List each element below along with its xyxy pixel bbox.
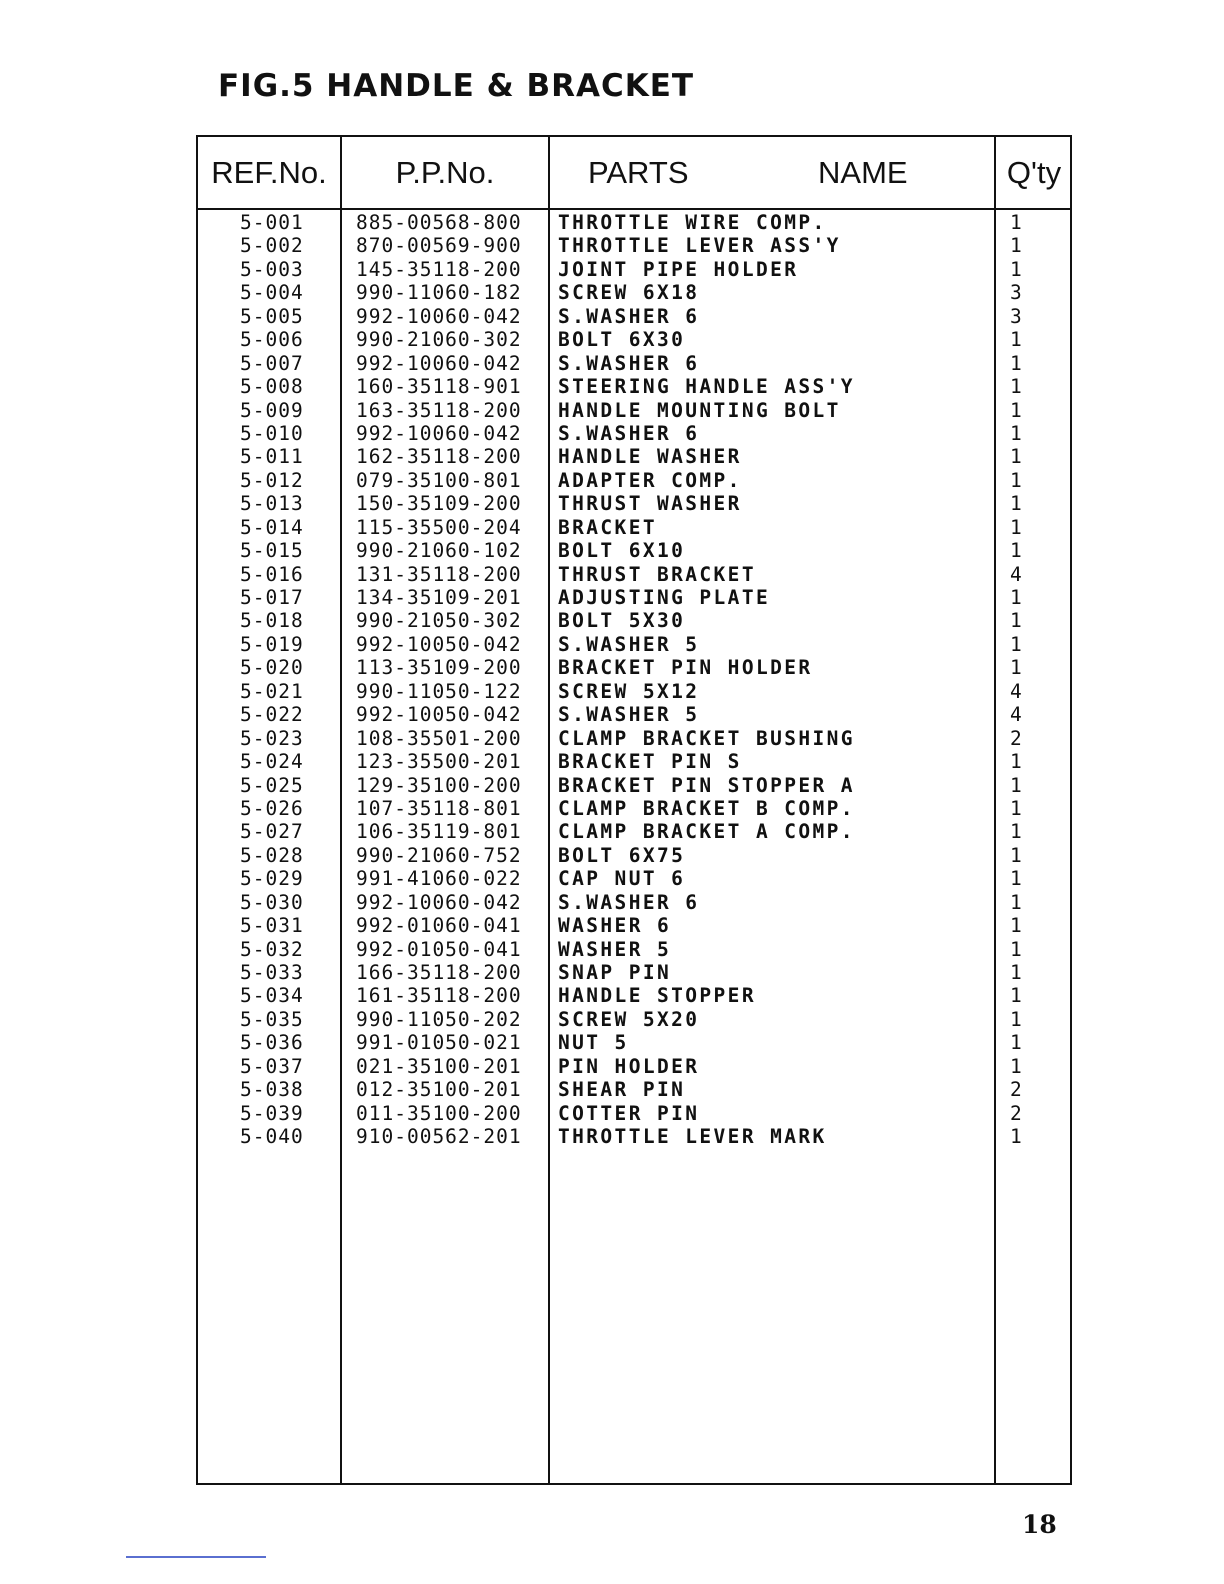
table-row: [198, 445, 1070, 468]
ref-no-cell: 5-024: [240, 750, 304, 774]
table-row: [198, 1078, 1070, 1101]
ref-no-cell: 5-040: [240, 1125, 304, 1149]
ref-no-cell: 5-007: [240, 351, 304, 375]
pp-no-cell: 131-35118-200: [356, 562, 522, 586]
ref-no-cell: 5-029: [240, 867, 304, 891]
ref-no-cell: 5-032: [240, 937, 304, 961]
table-row: [198, 328, 1070, 351]
table-row: [198, 586, 1070, 609]
table-row: [198, 914, 1070, 937]
quantity-cell: 4: [1010, 703, 1022, 727]
ref-no-cell: 5-039: [240, 1101, 304, 1125]
part-name-cell: SCREW 5X12: [558, 679, 700, 703]
part-name-cell: BRACKET PIN STOPPER A: [558, 773, 855, 797]
table-row: [198, 774, 1070, 797]
ref-no-cell: 5-013: [240, 492, 304, 516]
part-name-cell: THROTTLE LEVER MARK: [558, 1125, 827, 1149]
ref-no-cell: 5-021: [240, 679, 304, 703]
part-name-cell: HANDLE STOPPER: [558, 984, 756, 1008]
table-row: [198, 680, 1070, 703]
pp-no-cell: 992-01050-041: [356, 937, 522, 961]
quantity-cell: 1: [1010, 937, 1022, 961]
ref-no-cell: 5-018: [240, 609, 304, 633]
figure-title: FIG.5 HANDLE & BRACKET: [218, 68, 695, 104]
table-row: [198, 844, 1070, 867]
table-row: [198, 1055, 1070, 1078]
part-name-cell: CLAMP BRACKET A COMP.: [558, 820, 855, 844]
quantity-cell: 1: [1010, 445, 1022, 469]
pp-no-cell: 160-35118-901: [356, 375, 522, 399]
table-row: [198, 750, 1070, 773]
quantity-cell: 4: [1010, 679, 1022, 703]
ref-no-cell: 5-027: [240, 820, 304, 844]
quantity-cell: 2: [1010, 1078, 1022, 1102]
ref-no-cell: 5-016: [240, 562, 304, 586]
part-name-cell: THRUST BRACKET: [558, 562, 756, 586]
ref-no-cell: 5-003: [240, 257, 304, 281]
part-name-cell: BRACKET PIN HOLDER: [558, 656, 813, 680]
pp-no-cell: 990-21060-302: [356, 328, 522, 352]
pp-no-cell: 992-10060-042: [356, 304, 522, 328]
ref-no-cell: 5-025: [240, 773, 304, 797]
quantity-cell: 2: [1010, 1101, 1022, 1125]
table-row: [198, 656, 1070, 679]
table-row: [198, 797, 1070, 820]
pp-no-cell: 129-35100-200: [356, 773, 522, 797]
table-row: [198, 820, 1070, 843]
part-name-cell: HANDLE MOUNTING BOLT: [558, 398, 841, 422]
quantity-cell: 1: [1010, 257, 1022, 281]
part-name-cell: NUT 5: [558, 1031, 629, 1055]
pp-no-cell: 990-11050-202: [356, 1007, 522, 1031]
part-name-cell: S.WASHER 6: [558, 421, 700, 445]
pp-no-cell: 992-10050-042: [356, 632, 522, 656]
quantity-cell: 1: [1010, 890, 1022, 914]
header-qty: Q'ty: [1006, 155, 1062, 190]
quantity-cell: 1: [1010, 1054, 1022, 1078]
part-name-cell: S.WASHER 6: [558, 304, 700, 328]
quantity-cell: 1: [1010, 750, 1022, 774]
quantity-cell: 1: [1010, 492, 1022, 516]
pp-no-cell: 992-10060-042: [356, 421, 522, 445]
pp-no-cell: 012-35100-201: [356, 1078, 522, 1102]
pp-no-cell: 011-35100-200: [356, 1101, 522, 1125]
quantity-cell: 3: [1010, 304, 1022, 328]
pp-no-cell: 107-35118-801: [356, 796, 522, 820]
table-row: [198, 305, 1070, 328]
ref-no-cell: 5-017: [240, 586, 304, 609]
quantity-cell: 1: [1010, 328, 1022, 352]
table-row: [198, 891, 1070, 914]
table-row: [198, 984, 1070, 1007]
quantity-cell: 1: [1010, 632, 1022, 656]
part-name-cell: CAP NUT 6: [558, 867, 686, 891]
table-row: [198, 727, 1070, 750]
ref-no-cell: 5-008: [240, 375, 304, 399]
quantity-cell: 1: [1010, 1007, 1022, 1031]
quantity-cell: 1: [1010, 375, 1022, 399]
pp-no-cell: 990-21060-752: [356, 843, 522, 867]
table-body: [198, 211, 1070, 1149]
table-row: [198, 281, 1070, 304]
ref-no-cell: 5-015: [240, 539, 304, 563]
part-name-cell: THROTTLE WIRE COMP.: [558, 211, 827, 234]
pp-no-cell: 870-00569-900: [356, 234, 522, 258]
header-ref-no: REF.No.: [211, 155, 327, 190]
ref-no-cell: 5-031: [240, 914, 304, 938]
quantity-cell: 1: [1010, 211, 1022, 234]
ref-no-cell: 5-012: [240, 468, 304, 492]
pp-no-cell: 910-00562-201: [356, 1125, 522, 1149]
quantity-cell: 1: [1010, 609, 1022, 633]
part-name-cell: S.WASHER 5: [558, 703, 700, 727]
quantity-cell: 1: [1010, 468, 1022, 492]
pp-no-cell: 166-35118-200: [356, 961, 522, 984]
pp-no-cell: 885-00568-800: [356, 211, 522, 234]
quantity-cell: 1: [1010, 914, 1022, 938]
ref-no-cell: 5-030: [240, 890, 304, 914]
quantity-cell: 1: [1010, 1031, 1022, 1055]
ref-no-cell: 5-006: [240, 328, 304, 352]
part-name-cell: ADJUSTING PLATE: [558, 586, 771, 609]
header-pp-no: P.P.No.: [395, 155, 495, 190]
part-name-cell: BOLT 6X10: [558, 539, 686, 563]
table-row: [198, 1102, 1070, 1125]
pp-no-cell: 163-35118-200: [356, 398, 522, 422]
ref-no-cell: 5-035: [240, 1007, 304, 1031]
quantity-cell: 1: [1010, 820, 1022, 844]
part-name-cell: JOINT PIPE HOLDER: [558, 257, 799, 281]
pp-no-cell: 991-41060-022: [356, 867, 522, 891]
table-row: [198, 375, 1070, 398]
ref-no-cell: 5-002: [240, 234, 304, 258]
pp-no-cell: 123-35500-201: [356, 750, 522, 774]
pp-no-cell: 992-10050-042: [356, 703, 522, 727]
quantity-cell: 1: [1010, 656, 1022, 680]
quantity-cell: 1: [1010, 843, 1022, 867]
pp-no-cell: 079-35100-801: [356, 468, 522, 492]
pp-no-cell: 990-11050-122: [356, 679, 522, 703]
header-parts: PARTS: [588, 155, 689, 190]
ref-no-cell: 5-014: [240, 515, 304, 539]
table-row: [198, 469, 1070, 492]
table-row: [198, 258, 1070, 281]
part-name-cell: BOLT 5X30: [558, 609, 686, 633]
part-name-cell: BRACKET: [558, 515, 657, 539]
quantity-cell: 1: [1010, 867, 1022, 891]
ref-no-cell: 5-019: [240, 632, 304, 656]
part-name-cell: WASHER 6: [558, 914, 672, 938]
table-row: [198, 516, 1070, 539]
pp-no-cell: 990-21050-302: [356, 609, 522, 633]
part-name-cell: THROTTLE LEVER ASS'Y: [558, 234, 841, 258]
quantity-cell: 1: [1010, 421, 1022, 445]
part-name-cell: ADAPTER COMP.: [558, 468, 742, 492]
pp-no-cell: 115-35500-204: [356, 515, 522, 539]
ref-no-cell: 5-038: [240, 1078, 304, 1102]
ref-no-cell: 5-010: [240, 421, 304, 445]
pp-no-cell: 990-11060-182: [356, 281, 522, 305]
table-row: [198, 703, 1070, 726]
ref-no-cell: 5-022: [240, 703, 304, 727]
pp-no-cell: 992-10060-042: [356, 890, 522, 914]
table-row: [198, 422, 1070, 445]
part-name-cell: COTTER PIN: [558, 1101, 700, 1125]
quantity-cell: 1: [1010, 796, 1022, 820]
footer-rule: [126, 1556, 266, 1558]
table-row: [198, 352, 1070, 375]
pp-no-cell: 990-21060-102: [356, 539, 522, 563]
part-name-cell: SCREW 6X18: [558, 281, 700, 305]
part-name-cell: SCREW 5X20: [558, 1007, 700, 1031]
pp-no-cell: 106-35119-801: [356, 820, 522, 844]
ref-no-cell: 5-009: [240, 398, 304, 422]
ref-no-cell: 5-026: [240, 796, 304, 820]
table-row: [198, 563, 1070, 586]
part-name-cell: BOLT 6X30: [558, 328, 686, 352]
pp-no-cell: 021-35100-201: [356, 1054, 522, 1078]
quantity-cell: 3: [1010, 281, 1022, 305]
table-row: [198, 1008, 1070, 1031]
ref-no-cell: 5-005: [240, 304, 304, 328]
pp-no-cell: 145-35118-200: [356, 257, 522, 281]
quantity-cell: 2: [1010, 726, 1022, 750]
quantity-cell: 1: [1010, 1125, 1022, 1149]
table-row: [198, 633, 1070, 656]
table-row: [198, 399, 1070, 422]
ref-no-cell: 5-036: [240, 1031, 304, 1055]
table-row: [198, 492, 1070, 515]
quantity-cell: 1: [1010, 351, 1022, 375]
table-row: [198, 938, 1070, 961]
pp-no-cell: 108-35501-200: [356, 726, 522, 750]
pp-no-cell: 113-35109-200: [356, 656, 522, 680]
quantity-cell: 1: [1010, 961, 1022, 984]
part-name-cell: STEERING HANDLE ASS'Y: [558, 375, 855, 399]
part-name-cell: PIN HOLDER: [558, 1054, 700, 1078]
part-name-cell: S.WASHER 6: [558, 351, 700, 375]
table-row: [198, 539, 1070, 562]
pp-no-cell: 150-35109-200: [356, 492, 522, 516]
table-row: [198, 961, 1070, 984]
part-name-cell: HANDLE WASHER: [558, 445, 742, 469]
table-row: [198, 234, 1070, 257]
page-number: 18: [1022, 1510, 1057, 1539]
pp-no-cell: 992-01060-041: [356, 914, 522, 938]
table-row: [198, 867, 1070, 890]
ref-no-cell: 5-033: [240, 961, 304, 984]
ref-no-cell: 5-023: [240, 726, 304, 750]
quantity-cell: 1: [1010, 586, 1022, 609]
parts-table: [196, 135, 1072, 1485]
part-name-cell: BRACKET PIN S: [558, 750, 742, 774]
ref-no-cell: 5-004: [240, 281, 304, 305]
pp-no-cell: 161-35118-200: [356, 984, 522, 1008]
quantity-cell: 1: [1010, 398, 1022, 422]
pp-no-cell: 162-35118-200: [356, 445, 522, 469]
part-name-cell: SHEAR PIN: [558, 1078, 686, 1102]
part-name-cell: S.WASHER 5: [558, 632, 700, 656]
header-name: NAME: [818, 155, 908, 190]
part-name-cell: SNAP PIN: [558, 961, 672, 984]
quantity-cell: 1: [1010, 984, 1022, 1008]
ref-no-cell: 5-028: [240, 843, 304, 867]
part-name-cell: CLAMP BRACKET BUSHING: [558, 726, 855, 750]
part-name-cell: BOLT 6X75: [558, 843, 686, 867]
part-name-cell: THRUST WASHER: [558, 492, 742, 516]
quantity-cell: 1: [1010, 234, 1022, 258]
part-name-cell: CLAMP BRACKET B COMP.: [558, 796, 855, 820]
quantity-cell: 4: [1010, 562, 1022, 586]
table-row: [198, 1031, 1070, 1054]
pp-no-cell: 134-35109-201: [356, 586, 522, 609]
table-row: [198, 1125, 1070, 1148]
part-name-cell: WASHER 5: [558, 937, 672, 961]
ref-no-cell: 5-011: [240, 445, 304, 469]
quantity-cell: 1: [1010, 539, 1022, 563]
table-row: [198, 609, 1070, 632]
part-name-cell: S.WASHER 6: [558, 890, 700, 914]
header-divider: [198, 208, 1070, 210]
pp-no-cell: 992-10060-042: [356, 351, 522, 375]
ref-no-cell: 5-001: [240, 211, 304, 234]
pp-no-cell: 991-01050-021: [356, 1031, 522, 1055]
ref-no-cell: 5-037: [240, 1054, 304, 1078]
ref-no-cell: 5-020: [240, 656, 304, 680]
quantity-cell: 1: [1010, 515, 1022, 539]
quantity-cell: 1: [1010, 773, 1022, 797]
ref-no-cell: 5-034: [240, 984, 304, 1008]
table-row: [198, 211, 1070, 234]
